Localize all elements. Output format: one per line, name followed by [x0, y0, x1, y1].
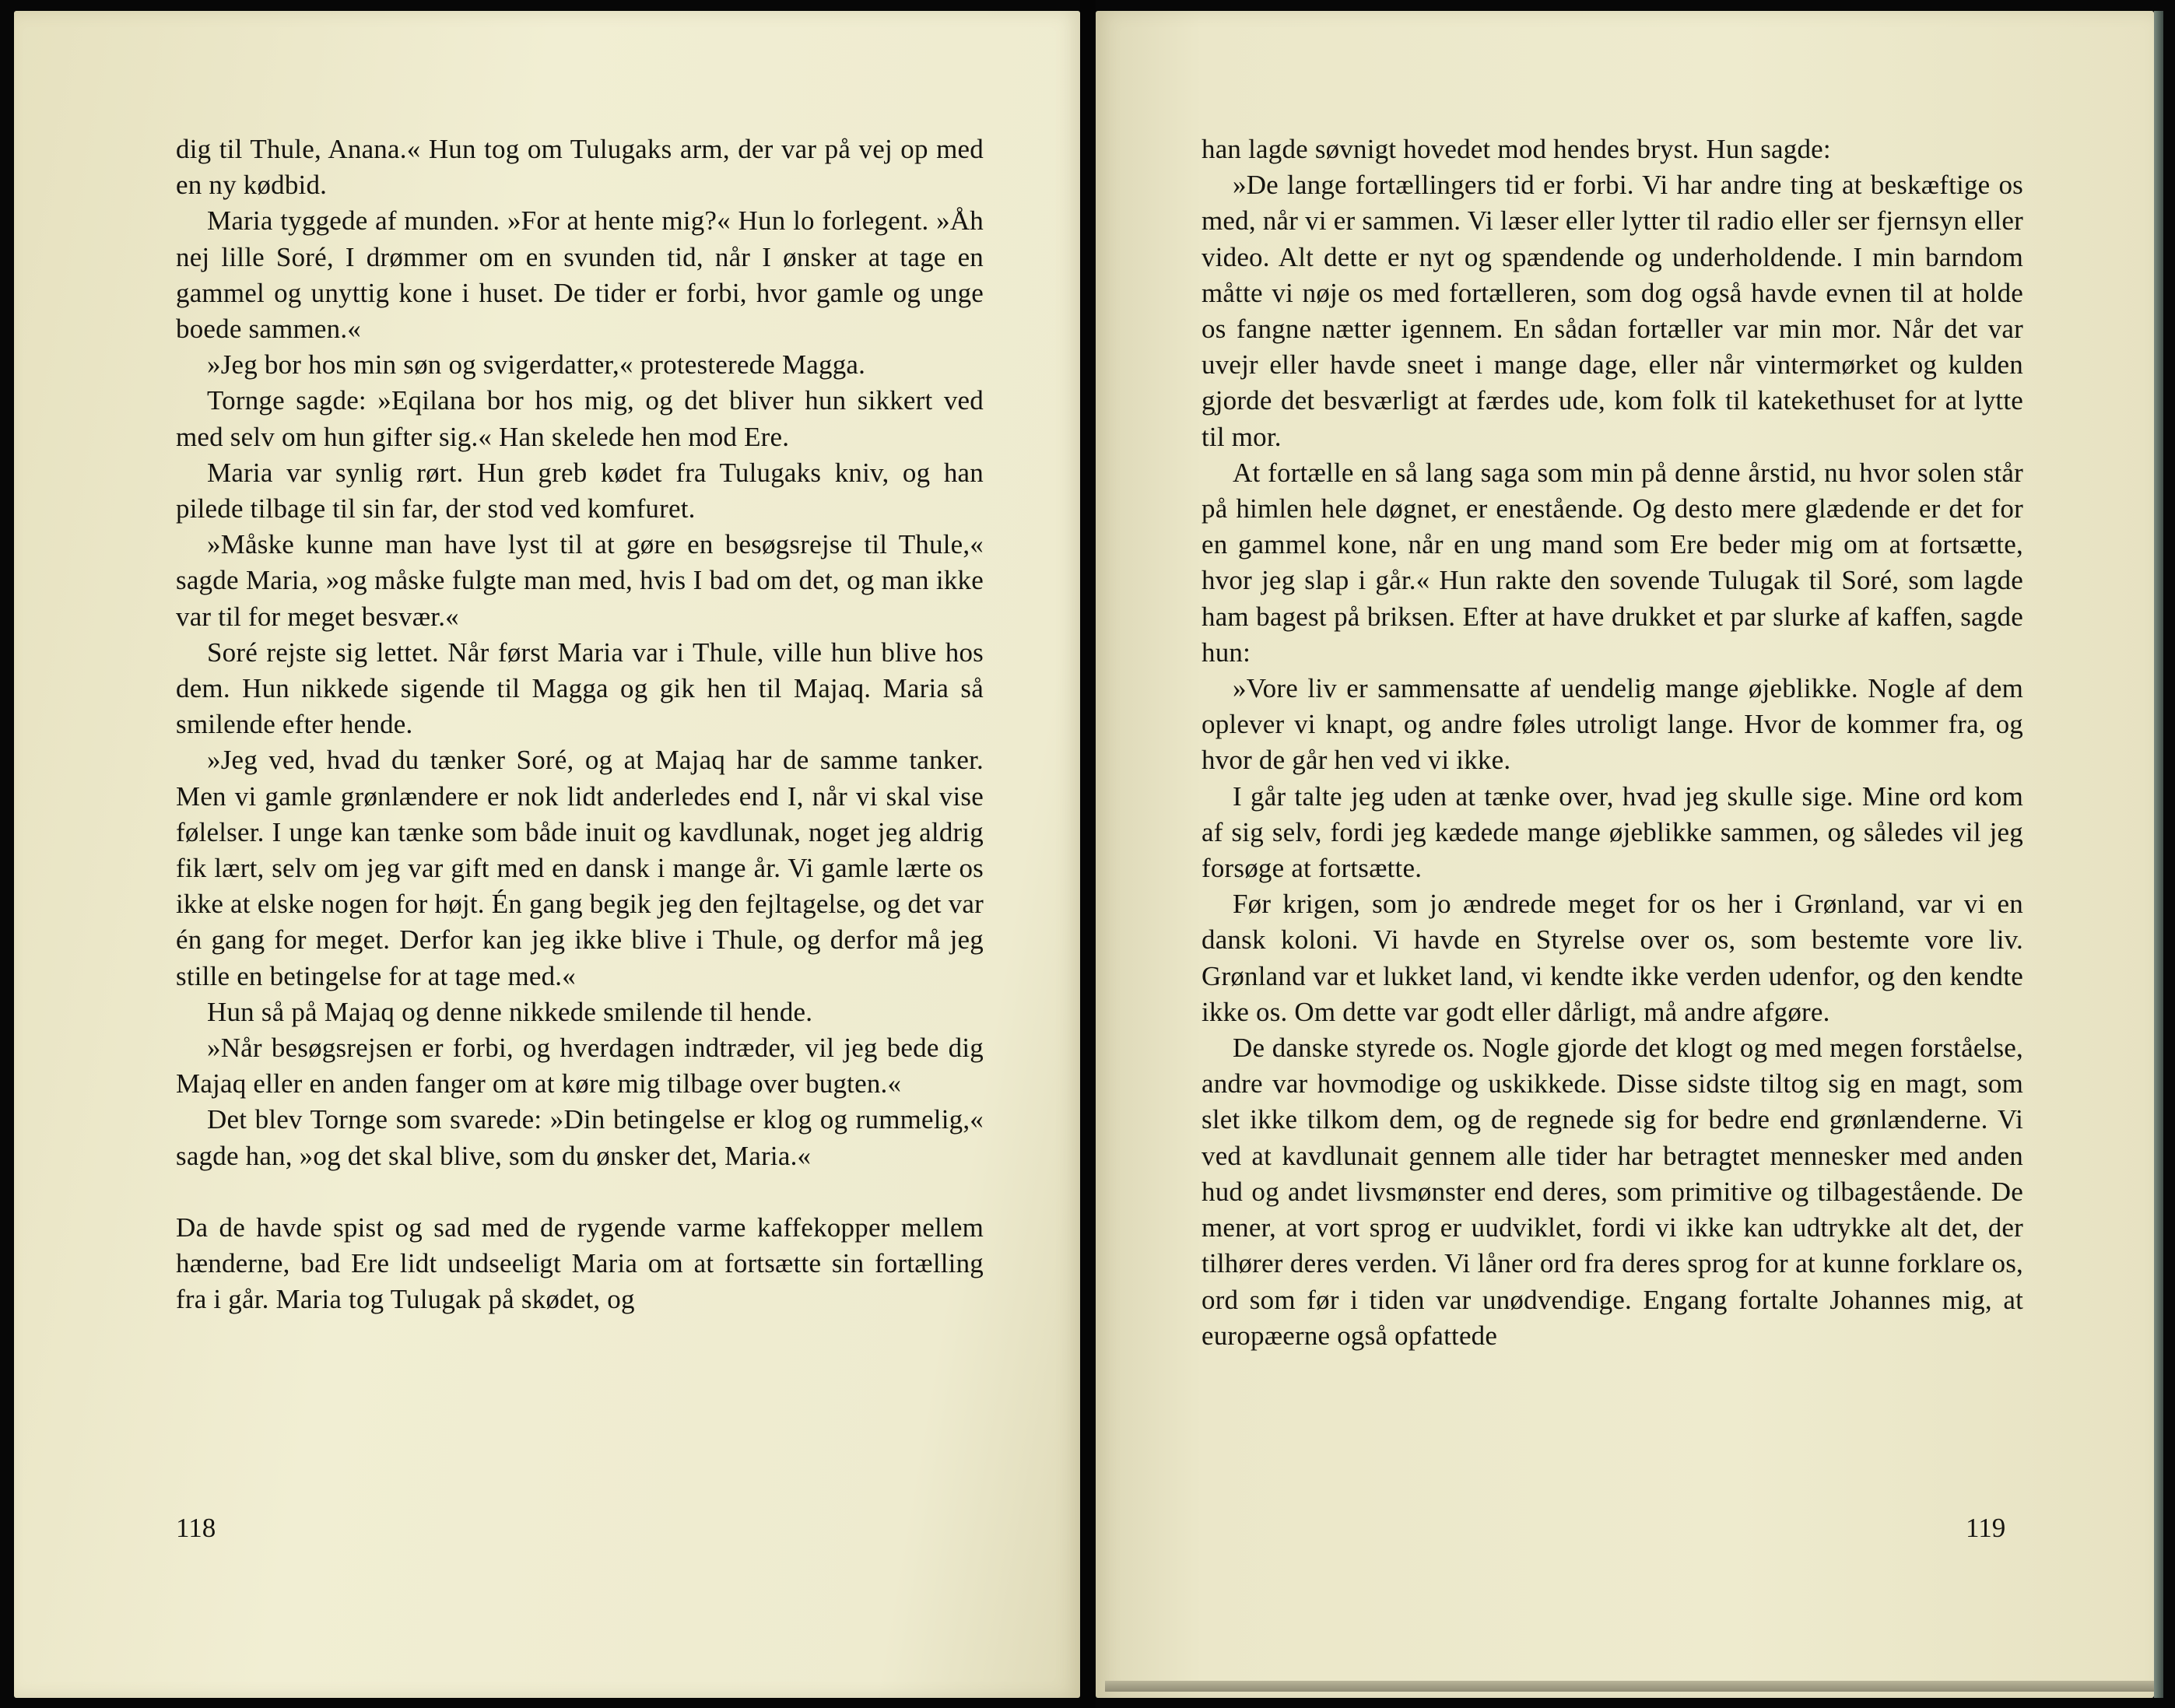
section-paragraph: Da de havde spist og sad med de rygende varme kaffekopper mellem hænderne, bad Ere lidt undseeligt Maria om at fortsætte sin fortælling fra i går. Maria tog Tulugak på skødet, og [176, 1212, 984, 1315]
paragraph: Tornge sagde: »Eqilana bor hos mig, og det bliver hun sikkert ved med selv om hun gifter sig.« Han skelede hen mod Ere. [176, 385, 984, 452]
paragraph: I går talte jeg uden at tænke over, hvad jeg skulle sige. Mine ord kom af sig selv, fordi jeg kædede mange øjeblikke sammen, og således vil jeg forsøge at fortsætte. [1202, 780, 2023, 884]
paragraph: At fortælle en så lang saga som min på denne årstid, nu hvor solen står på himlen hele døgnet, er enestående. Og desto mere glædende er det for en gammel kone, når en ung mand som Ere beder mig om at fortsætte, hvor jeg slap i går.« Hun rakte den sovende Tulugak til Soré, som lagde ham bagest på briksen. Efter at have drukket et par slurke af kaffen, sagde hun: [1202, 457, 2023, 668]
paragraph: Hun så på Majaq og denne nikkede smilende til hende. [207, 996, 813, 1027]
paragraph: dig til Thule, Anana.« Hun tog om Tulugaks arm, der var på vej op med en ny kødbid. [176, 134, 984, 201]
paragraph: Maria var synlig rørt. Hun greb kødet fra Tulugaks kniv, og han pilede tilbage til sin far, der stod ved komfuret. [176, 457, 984, 524]
page-number: 119 [1966, 1513, 2006, 1543]
page-number: 118 [176, 1513, 216, 1543]
paragraph: »Når besøgsrejsen er forbi, og hverdagen indtræder, vil jeg bede dig Majaq eller en anden fanger om at køre mig tilbage over bugten.« [176, 1033, 984, 1100]
paragraph: Det blev Tornge som svarede: »Din betingelse er klog og rummelig,« sagde han, »og det skal blive, som du ønsker det, Maria.« [176, 1104, 984, 1171]
paragraph: »Måske kunne man have lyst til at gøre en besøgsrejse til Thule,« sagde Maria, »og måske fulgte man med, hvis I bad om det, og man ikke var til for meget besvær.« [176, 529, 984, 632]
paragraph: »Jeg bor hos min søn og svigerdatter,« protesterede Magga. [207, 349, 866, 381]
paragraph: han lagde søvnigt hovedet mod hendes bryst. Hun sagde: [1202, 134, 1831, 164]
book-spine-gap [1080, 0, 1096, 1708]
right-page-text [1202, 132, 2023, 1354]
page-bottom-edge [1105, 1681, 2154, 1692]
right-page [1096, 11, 2154, 1698]
paragraph: »Jeg ved, hvad du tænker Soré, og at Majaq har de samme tanker. Men vi gamle grønlændere er nok lidt anderledes end I, når vi skal vise følelser. I unge kan tænke som både inuit og kavdlunak, noget jeg aldrig fik lært, selv om jeg var gift med en dansk i mange år. Vi gamle lærte os ikke at elske nogen for højt. Én gang begik jeg den fejltagelse, og det var én gang for meget. Derfor kan jeg ikke blive i Thule, og derfor må jeg stille en betingelse for at tage med.« [176, 745, 984, 991]
left-page-text [176, 132, 984, 1318]
paragraph: »De lange fortællingers tid er forbi. Vi har andre ting at beskæftige os med, når vi er sammen. Vi læser eller lytter til radio eller ser fjernsyn eller video. Alt dette er nyt og spændende og underholdende. I min barndom måtte vi nøje os med fortælleren, som dog også havde evnen til at holde os fangne nætter igennem. En sådan fortæller var min mor. Når det var uvejr eller havde sneet i mange dage, eller når vintermørket og kulden gjorde det besværligt at færdes ude, kom folk til katekethuset for at lytte til mor. [1202, 170, 2023, 452]
cover-edge [2154, 11, 2163, 1698]
paragraph: Før krigen, som jo ændrede meget for os her i Grønland, var vi en dansk koloni. Vi havde en Styrelse over os, som bestemte vore liv. Grønland var et lukket land, vi kendte ikke verden udenfor, og den kendte ikke os. Om dette var godt eller dårligt, må andre afgøre. [1202, 889, 2023, 1027]
paragraph: Maria tyggede af munden. »For at hente mig?« Hun lo forlegent. »Åh nej lille Soré, I drømmer om en svunden tid, når I ønsker at tage en gammel og unyttig kone i huset. De tider er forbi, hvor gamle og unge boede sammen.« [176, 205, 984, 345]
paragraph: De danske styrede os. Nogle gjorde det klogt og med megen forståelse, andre var hovmodige og uskikkede. Disse sidste tiltog sig en magt, som slet ikke tilkom dem, og de regnede sig for bedre end grønlænderne. Vi ved at kavdlunait gennem alle tider har betragtet mennesker med anden hud og andet livsmønster end deres, som primitive og tilbagestående. De mener, at vort sprog er uudviklet, fordi vi ikke kan udtrykke alt det, der tilhører deres verden. Vi låner ord fra deres sprog for at kunne forklare os, ord som før i tiden var unødvendige. Engang fortalte Johannes mig, at europæerne også opfattede [1202, 1033, 2023, 1351]
left-page [14, 11, 1080, 1698]
paragraph: »Vore liv er sammensatte af uendelig mange øjeblikke. Nogle af dem oplever vi knapt, og andre føles utroligt lange. Hvor de kommer fra, og hvor de går hen ved vi ikke. [1202, 673, 2023, 776]
paragraph: Soré rejste sig lettet. Når først Maria var i Thule, ville hun blive hos dem. Hun nikkede sigende til Magga og gik hen til Majaq. Maria så smilende efter hende. [176, 637, 984, 740]
